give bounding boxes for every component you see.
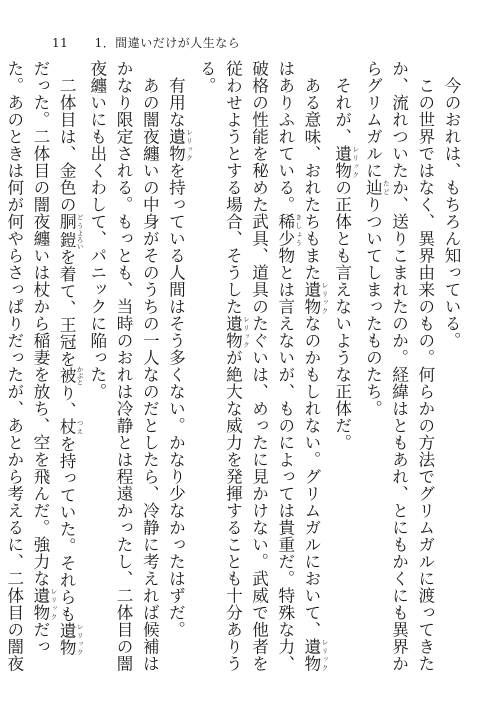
ruby-annotation: 辿 たど (363, 179, 390, 196)
ruby-annotation: 胴 どう (57, 212, 84, 230)
paragraph: 有用な遺物 レリックを持っている人間はそう多くない。かなり少なかったはずだ。 (166, 76, 193, 638)
ruby-annotation: 遺物 レリック (166, 127, 193, 162)
paragraph: それが、遺物 レリックの正体とも言えないような正体だ。 (332, 76, 360, 451)
vertical-text-body (4, 60, 464, 672)
ruby-annotation: 遺物 レリック (223, 315, 250, 349)
running-header (52, 34, 240, 51)
paragraph: 今のおれは、もちろん知っている。 (442, 76, 461, 349)
paragraph: この世界ではなく、異界由来のもの。何らかの方法でグリムガルに渡ってきたか、流れついたか、送りこまれたのか。経緯はともあれ、とにもかくにも異界からグリムガルに辿 たどりついてしまったものたち。 (363, 60, 435, 672)
ruby-annotation: 遺物 レリック (301, 637, 329, 672)
paragraph: ある意味、おれたちもまた遺物 レリックなのかもしれない。グリムガルにおいて、遺物 レリックはありふれている。稀少 きしょう物とは言えないが、ものによっては貴重だ。特殊な力、破格の性能を秘めた武具、道具のたぐいは、めったに見かけない。武威で他者を従わせようとする場合、そうした遺物 レリックが絶大な威力を発揮することも十分ありうる。 (197, 60, 329, 672)
ruby-annotation: 遺物 レリック (57, 621, 84, 656)
ruby-annotation: 稀少 きしょう (275, 213, 303, 247)
ruby-annotation: 被 かぶと (57, 365, 84, 386)
ruby-annotation: 遺物 レリック (30, 587, 58, 621)
paragraph: あの闇夜纏いの中身がそのうちの一人なのだとしたら、冷静に考えれば候補はかなり限定される。もっとも、当時のおれは冷静とは程遠かったし、二体目の闇夜纏いにも出くわして、パニックに陥った。 (87, 60, 160, 672)
page-number: 11 (52, 36, 69, 50)
ruby-annotation: 遺物 レリック (301, 280, 329, 315)
ruby-annotation: 遺物 レリック (332, 144, 360, 179)
chapter-title: 1．間違いだけが人生なら (94, 36, 241, 50)
ruby-annotation: 杖 つえ (57, 417, 84, 435)
paragraph: 二体目は、金色の胴 どう鎧 よろいを着て、王冠を被 かぶとり、杖 つえを持っていた。それらも遺物 レリックだった。二体目の闇夜纏いは杖から稲妻を放ち、空を飛んだ。強力な遺物 レリックだった。あのときは何が何やらさっぱりだったが、あとから考えるに、二体目の闇夜 (4, 60, 84, 672)
ruby-annotation: 鎧 よろい (57, 229, 84, 250)
